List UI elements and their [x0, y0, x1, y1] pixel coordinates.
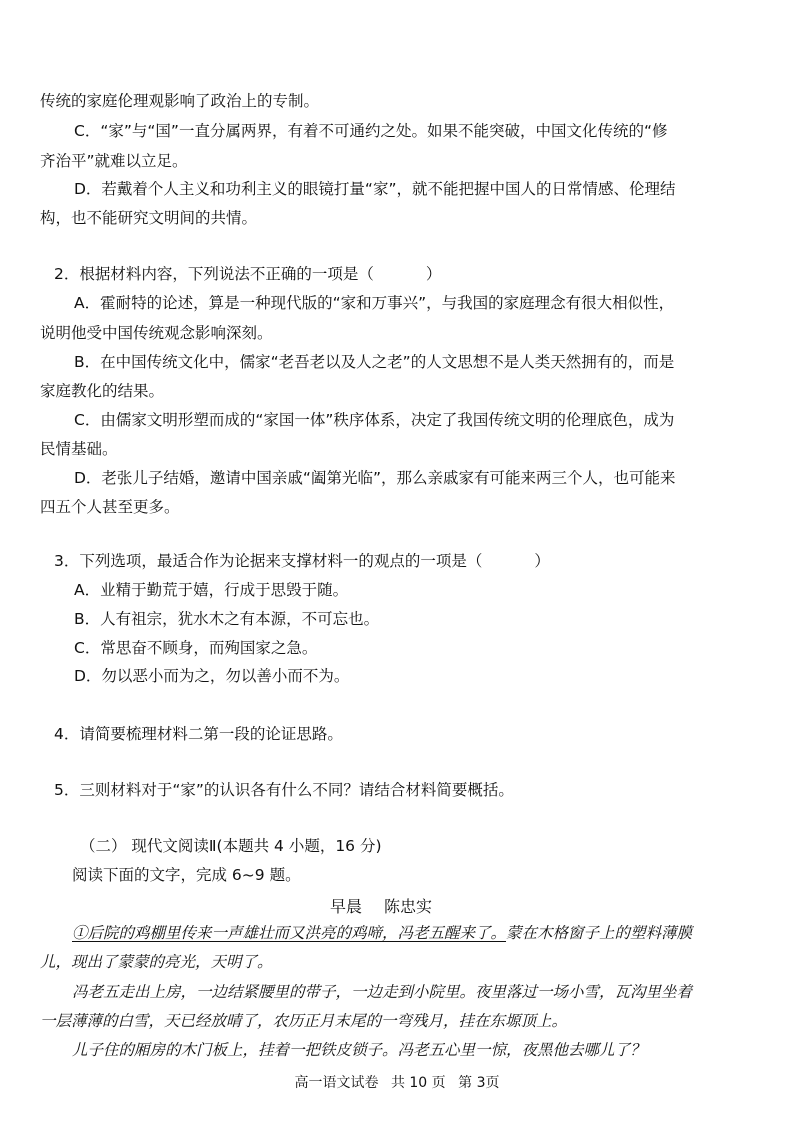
- option-c-line2: 齐治平”就难以立足。: [40, 152, 188, 170]
- q2-option-b-line1: B．在中国传统文化中，儒家“老吾老以及人之老”的人文思想不是人类天然拥有的，而是: [74, 353, 675, 371]
- question-3-close: ）: [534, 552, 550, 570]
- footer-total-pages: 共 10 页: [390, 1075, 446, 1091]
- q3-option-c: C．常思奋不顾身，而殉国家之急。: [74, 639, 318, 657]
- question-2-stem: [54, 263, 704, 285]
- question-2-stem-text: 2．根据材料内容，下列说法不正确的一项是（: [54, 265, 374, 283]
- option-d-line1: D．若戴着个人主义和功利主义的眼镜打量“家”，就不能把握中国人的日常情感、伦理结: [74, 180, 676, 198]
- q2-option-b-line2: 家庭教化的结果。: [40, 382, 165, 400]
- footer-exam-name: 高一语文试卷: [294, 1075, 379, 1091]
- q2-option-d-line1: D．老张儿子结婚，邀请中国亲戚“阖第光临”，那么亲戚家有可能来两三个人，也可能来: [74, 469, 676, 487]
- passage-author: 陈忠实: [384, 897, 433, 916]
- option-c-line1: C．“家”与“国”一直分属两界，有着不可通约之处。如果不能突破，中国文化传统的“修: [74, 122, 668, 140]
- passage-paragraph-2-line2: 一层薄薄的白雪，天已经放晴了，农历正月末尾的一弯残月，挂在东塬顶上。: [40, 1012, 568, 1030]
- underlined-sentence-1: ①后院的鸡棚里传来一声雄壮而又洪亮的鸡啼，冯老五醒来了。: [72, 924, 507, 942]
- question-4: 4．请简要梳理材料二第一段的论证思路。: [54, 725, 343, 743]
- footer-page-number: 第 3页: [458, 1075, 500, 1091]
- question-3-stem: [54, 550, 704, 572]
- q2-option-d-line2: 四五个人甚至更多。: [40, 498, 180, 516]
- passage-paragraph-1-line1: [72, 922, 702, 944]
- section-2-instruction: 阅读下面的文字，完成 6~9 题。: [72, 866, 301, 884]
- section-2-heading: （二） 现代文阅读Ⅱ(本题共 4 小题，16 分): [80, 837, 382, 855]
- page-footer: [0, 1072, 794, 1092]
- passage-paragraph-3-line1: 儿子住的厢房的木门板上，挂着一把铁皮锁子。冯老五心里一惊，夜黑他去哪儿了？: [72, 1041, 646, 1059]
- q2-option-a-line2: 说明他受中国传统观念影响深刻。: [40, 324, 273, 342]
- option-d-line2: 构，也不能研究文明间的共情。: [40, 209, 258, 227]
- passage-title: 早晨: [330, 897, 363, 916]
- question-2-close: ）: [425, 265, 442, 283]
- q2-option-a-line1: A．霍耐特的论述，算是一种现代版的“家和万事兴”，与我国的家庭理念有很大相似性，: [74, 294, 675, 312]
- q2-option-c-line2: 民情基础。: [40, 440, 118, 458]
- question-5: 5．三则材料对于“家”的认识各有什么不同？请结合材料简要概括。: [54, 781, 514, 799]
- passage-paragraph-1-line2: 儿，现出了蒙蒙的亮光，天明了。: [40, 953, 273, 971]
- q3-option-a: A．业精于勤荒于嬉，行成于思毁于随。: [74, 581, 349, 599]
- question-3-stem-text: 3．下列选项，最适合作为论据来支撑材料一的观点的一项是（: [54, 552, 483, 570]
- q2-option-c-line1: C．由儒家文明形塑而成的“家国一体”秩序体系，决定了我国传统文明的伦理底色，成为: [74, 411, 675, 429]
- q3-option-b: B．人有祖宗，犹水木之有本源，不可忘也。: [74, 610, 380, 628]
- q3-option-d: D．勿以恶小而为之，勿以善小而不为。: [74, 667, 350, 685]
- passage-paragraph-1-rest: 蒙在木格窗子上的塑料薄膜: [506, 924, 693, 942]
- passage-paragraph-2-line1: 冯老五走出上房，一边结紧腰里的带子，一边走到小院里。夜里落过一场小雪，瓦沟里坐着: [72, 983, 693, 1001]
- paragraph-line: 传统的家庭伦理观影响了政治上的专制。: [40, 92, 320, 110]
